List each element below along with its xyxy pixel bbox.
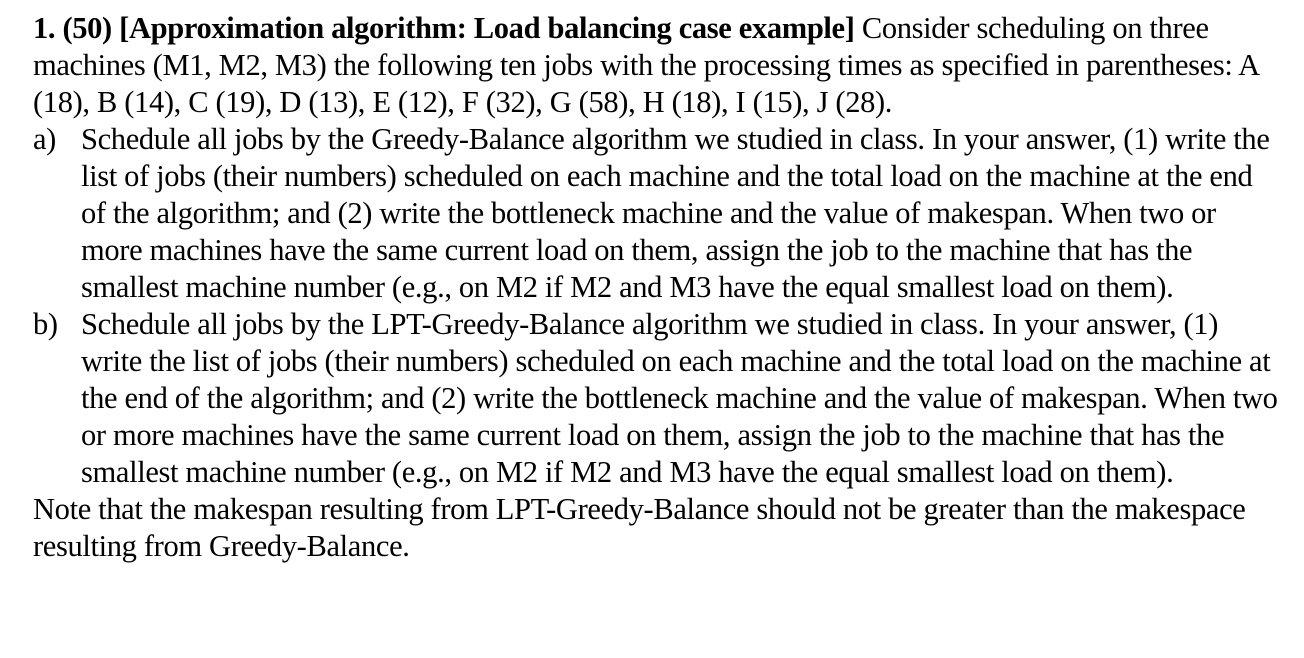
part-text: Schedule all jobs by the Greedy-Balance algorithm we studied in class. In your answer, (1) write the list of jobs (their numbers) scheduled on each machine and the total load on the machine at the end of the algorithm; and (2) write the bottleneck machine and the value of makespan. When two or more machines have the same current load on them, assign the job to the machine that has the smallest machine number (e.g., on M2 if M2 and M3 have the equal smallest load on them).: [81, 122, 1270, 304]
question-title: 1. (50) [Approximation algorithm: Load balancing case example]: [33, 11, 855, 45]
question-paragraph: [33, 10, 1283, 121]
question-intro: Consider scheduling on three machines (M1, M2, M3) the following ten jobs with the processing times as specified in parentheses: A (18), B (14), C (19), D (13), E (12), F (32), G (58), H (18), I (15), J (28).: [33, 11, 1259, 119]
document-page: [33, 10, 1283, 565]
question-part-b: [33, 306, 1283, 491]
part-marker: b): [33, 307, 58, 341]
question-part-a: [33, 121, 1283, 306]
part-marker: a): [33, 122, 56, 156]
part-text: Schedule all jobs by the LPT-Greedy-Balance algorithm we studied in class. In your answer, (1) write the list of jobs (their numbers) scheduled on each machine and the total load on the machine at the end of the algorithm; and (2) write the bottleneck machine and the value of makespan. When two or more machines have the same current load on them, assign the job to the machine that has the smallest machine number (e.g., on M2 if M2 and M3 have the equal smallest load on them).: [81, 307, 1278, 489]
question-parts-list: [33, 121, 1283, 491]
note-paragraph: Note that the makespan resulting from LPT-Greedy-Balance should not be greater than the makespace resulting from Greedy-Balance.: [33, 492, 1246, 563]
